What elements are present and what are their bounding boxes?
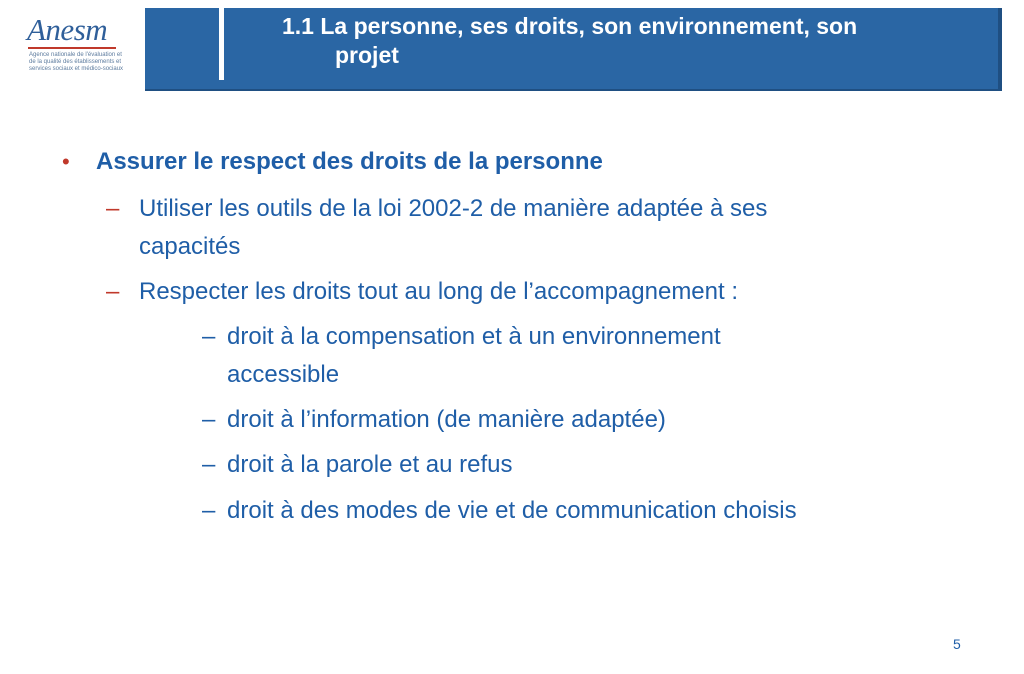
level2-item-1-line-2: accessible: [227, 361, 340, 388]
dash-icon: –: [202, 406, 216, 433]
page-number: 5: [953, 636, 961, 652]
level1-item-1-line-1: Utiliser les outils de la loi 2002-2 de manière adaptée à ses: [139, 195, 768, 222]
logo-tagline: Agence nationale de l'évaluation et de la qualité des établissements et services sociaux et médico-sociaux: [29, 52, 124, 72]
dash-icon: –: [202, 323, 216, 350]
level2-item-3-line-1: droit à la parole et au refus: [227, 451, 513, 478]
logo-wordmark: Anesm: [27, 12, 108, 47]
dash-icon: –: [202, 451, 216, 478]
dash-icon: –: [106, 278, 120, 305]
main-bullet-text: Assurer le respect des droits de la personne: [96, 148, 603, 175]
slide-title-line-1: 1.1 La personne, ses droits, son environnement, son: [282, 13, 858, 39]
level1-item-1-line-2: capacités: [139, 233, 241, 260]
dash-icon: –: [106, 195, 120, 222]
level2-item-2-line-1: droit à l’information (de manière adaptée): [227, 406, 666, 433]
level1-item-2-line-1: Respecter les droits tout au long de l’accompagnement :: [139, 278, 739, 305]
dash-icon: –: [202, 497, 216, 524]
level2-item-4-line-1: droit à des modes de vie et de communication choisis: [227, 497, 797, 524]
level2-item-1-line-1: droit à la compensation et à un environnement: [227, 323, 721, 350]
slide-title-line-2: projet: [335, 42, 399, 68]
bullet-icon: •: [62, 149, 70, 174]
